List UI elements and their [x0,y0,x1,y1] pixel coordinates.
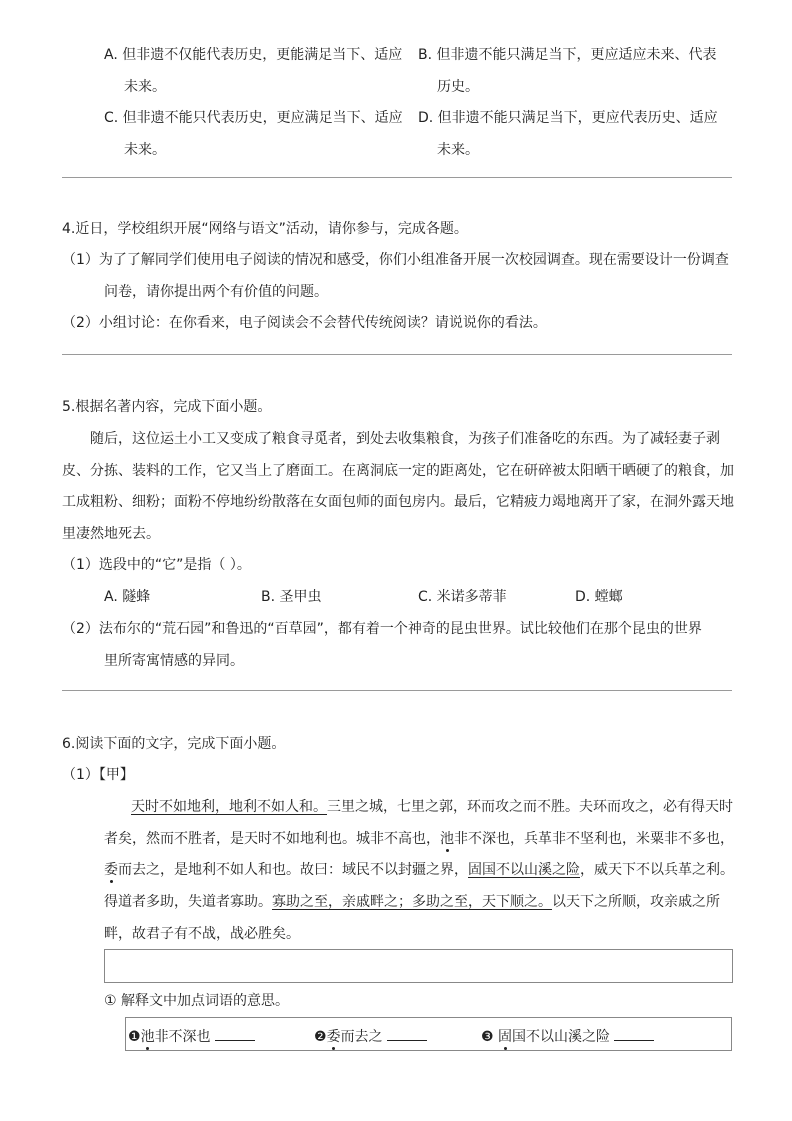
q5-passage-line2: 皮、分拣、装料的工作，它又当上了磨面工。在离洞底一定的距离处，它在研碎被太阳晒干晒硬了的粮食，加 [62,463,734,479]
q6-task: ① 解释文中加点词语的意思。 [104,993,290,1009]
divider [62,690,732,691]
q6-passage-line3: 委而去之，是地利不如人和也。故曰：域民不以封疆之界，固国不以山溪之险，威天下不以兵革之利。 [104,862,734,878]
blank-field[interactable] [614,1028,654,1041]
q3-option-d-line2: 未来。 [437,142,479,158]
q5-option-a: A. 隧蜂 [104,589,151,605]
q3-option-a-line1: A. 但非遗不仅能代表历史，更能满足当下、适应 [104,47,403,63]
dotted-char: 池 [440,831,454,847]
q6-passage-line5: 畔，故君子有不战，战必胜矣。 [104,926,300,942]
vocab-item-2: ❷委而去之 [314,1026,427,1046]
q4-part2: （2）小组讨论：在你看来，电子阅读会不会替代传统阅读？请说说你的看法。 [62,315,547,331]
vocab-item-3: ❸ 固国不以山溪之险 [481,1026,654,1046]
q6-stem: 6.阅读下面的文字，完成下面小题。 [62,736,286,752]
q5-sub2-line1: （2）法布尔的“荒石园”和鲁迅的“百草园”，都有着一个神奇的昆虫世界。试比较他们在那个昆虫的世界 [62,621,702,637]
q5-stem: 5.根据名著内容，完成下面小题。 [62,399,272,415]
vocab-item-1: ❶池非不深也 [128,1026,255,1046]
q4-part1-line2: 问卷，请你提出两个有价值的问题。 [104,284,328,300]
q3-option-c-line1: C. 但非遗不能只代表历史，更应满足当下、适应 [104,110,403,126]
q4-part1-line1: （1）为了了解同学们使用电子阅读的情况和感受，你们小组准备开展一次校园调查。现在需要设计一份调查 [62,252,729,268]
q6-passage-line2: 者矣，然而不胜者，是天时不如地利也。城非不高也，池非不深也，兵革非不坚利也，米粟非不多也， [104,831,734,847]
underlined-phrase: 天时不如地利，地利不如人和。 [131,799,327,815]
q5-option-b: B. 圣甲虫 [261,589,322,605]
divider [62,354,732,355]
vocab-items-box [125,1017,732,1051]
q6-sub1: （1）【甲】 [62,767,134,783]
q5-passage-line4: 里凄然地死去。 [62,526,160,542]
dotted-char: 委 [104,862,118,878]
q3-option-a-line2: 未来。 [124,79,166,95]
q3-option-b-line2: 历史。 [437,79,479,95]
q6-passage-line4: 得道者多助，失道者寡助。寡助之至，亲戚畔之；多助之至，天下顺之。以天下之所顺，攻亲戚之所 [104,894,720,910]
answer-box[interactable] [104,949,733,983]
divider [62,177,732,178]
q3-option-d-line1: D. 但非遗不能只满足当下，更应代表历史、适应 [418,110,718,126]
q3-option-b-line1: B. 但非遗不能只满足当下，更应适应未来、代表 [418,47,717,63]
underlined-phrase: 固国不以山溪之险 [468,862,580,878]
q5-option-d: D. 螳螂 [575,589,623,605]
blank-field[interactable] [387,1028,427,1041]
q5-passage-line3: 工成粗粉、细粉；面粉不停地纷纷散落在女面包师的面包房内。最后，它精疲力竭地离开了家，在洞外露天地 [62,494,734,510]
q5-passage-line1: 随后，这位运土小工又变成了粮食寻觅者，到处去收集粮食，为孩子们准备吃的东西。为了减轻妻子剥 [90,431,720,447]
q5-sub1: （1）选段中的“它”是指（ ）。 [62,557,251,573]
q5-option-c: C. 米诺多蒂菲 [418,589,507,605]
q6-passage-line1: 天时不如地利，地利不如人和。三里之城，七里之郭，环而攻之而不胜。夫环而攻之，必有得天时 [131,799,733,815]
q4-stem: 4.近日，学校组织开展“网络与语文”活动，请你参与，完成各题。 [62,221,468,237]
underlined-phrase: 寡助之至，亲戚畔之；多助之至，天下顺之。 [272,894,552,910]
q5-sub2-line2: 里所寄寓情感的异同。 [104,653,244,669]
q3-option-c-line2: 未来。 [124,142,166,158]
blank-field[interactable] [215,1028,255,1041]
